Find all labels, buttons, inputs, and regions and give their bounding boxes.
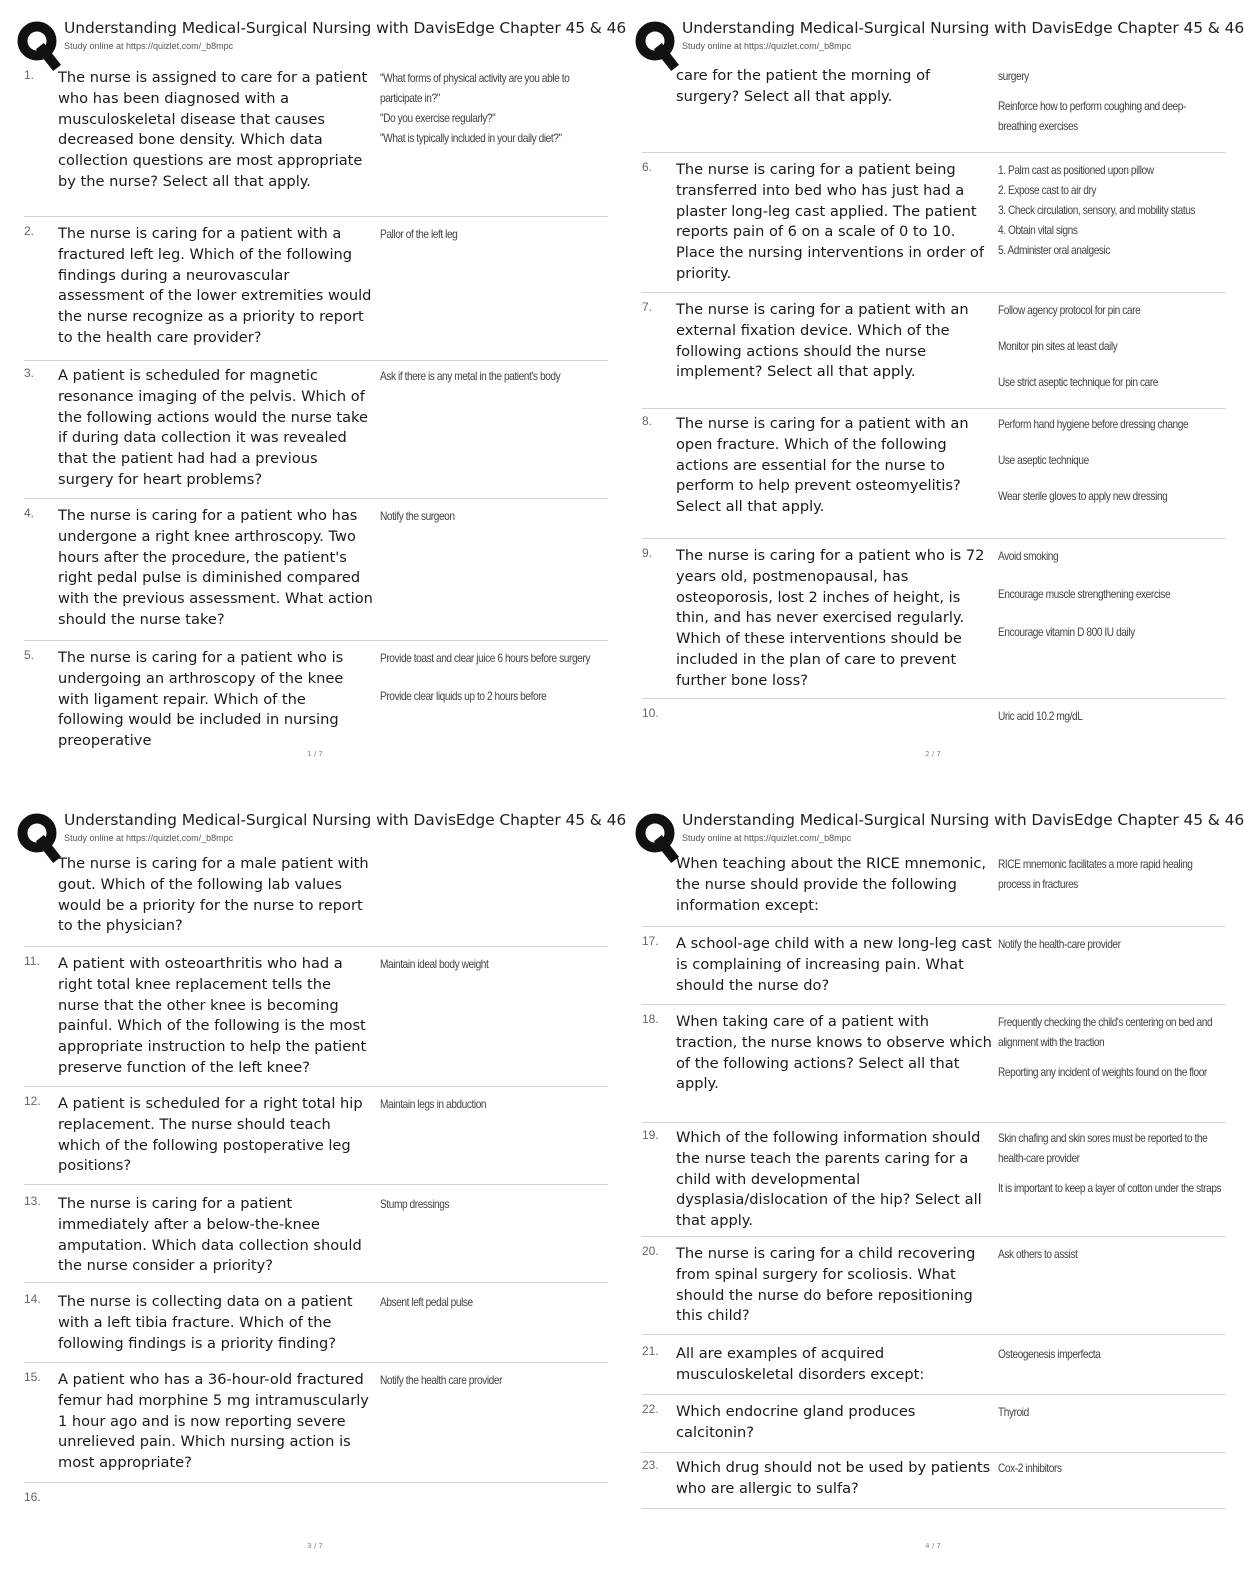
- card-answer: Ask if there is any metal in the patient's body: [380, 369, 561, 383]
- card-answers: [998, 414, 1228, 506]
- card-answer: Follow agency protocol for pin care: [998, 303, 1141, 317]
- card-question: When taking care of a patient with traction, the nurse knows to observe which of the following actions? Select all that apply.: [676, 1013, 992, 1093]
- card-answer: Reporting any incident of weights found on the floor: [998, 1065, 1207, 1079]
- card-answer: 3. Check circulation, sensory, and mobility status: [998, 203, 1196, 217]
- card-number: 20.: [642, 1244, 659, 1258]
- card-row: [642, 1128, 1226, 1237]
- page-1: [16, 14, 627, 784]
- card-answers: [380, 954, 610, 974]
- card-answer: Cox-2 inhibitors: [998, 1461, 1062, 1475]
- card-answers: [998, 1344, 1228, 1364]
- card-answer: 1. Palm cast as positioned upon pillow: [998, 163, 1154, 177]
- card-question: A patient is scheduled for magnetic resonance imaging of the pelvis. Which of the following actions would the nurse take if during data collection it was revealed that the patient had had a previous surgery for heart problems?: [58, 367, 368, 488]
- doc-subtitle: Study online at https://quizlet.com/_b8mpc: [682, 833, 852, 843]
- page-header: [16, 806, 627, 854]
- card-row: [642, 1012, 1226, 1123]
- card-row: [642, 66, 1226, 153]
- card-number: 12.: [24, 1094, 41, 1108]
- card-answers: [998, 300, 1228, 392]
- card-answer: Notify the surgeon: [380, 509, 455, 523]
- quizlet-logo-icon: [16, 812, 62, 858]
- card-question: care for the patient the morning of surgery? Select all that apply.: [676, 67, 931, 105]
- card-row: [642, 1402, 1226, 1453]
- card-answer: Pallor of the left leg: [380, 227, 458, 241]
- card-number: 3.: [24, 366, 35, 380]
- card-row: [24, 68, 608, 217]
- card-row: [642, 854, 1226, 927]
- card-question: When teaching about the RICE mnemonic, the nurse should provide the following information except:: [676, 855, 987, 914]
- quizlet-logo-icon: [634, 20, 680, 66]
- card-answer: Uric acid 10.2 mg/dL: [998, 709, 1083, 723]
- card-answer: Wear sterile gloves to apply new dressing: [998, 489, 1168, 503]
- card-answer: surgery: [998, 69, 1029, 83]
- card-answer: Avoid smoking: [998, 549, 1059, 563]
- card-answers: [998, 66, 1228, 136]
- card-answers: [998, 1128, 1228, 1198]
- card-answer: Thyroid: [998, 1405, 1029, 1419]
- card-answer: "What forms of physical activity are you able to participate in?": [380, 71, 570, 105]
- card-answer: Osteogenesis imperfecta: [998, 1347, 1101, 1361]
- card-question: The nurse is caring for a patient who is 72 years old, postmenopausal, has osteoporosis, lost 2 inches of height, is thin, and has never exercised regularly. Which of these interventions should be included in the plan of care to prevent further bone loss?: [676, 547, 985, 689]
- card-answers: [380, 366, 610, 386]
- card-answer: Ask others to assist: [998, 1247, 1078, 1261]
- card-number: 2.: [24, 224, 35, 238]
- page-footer: 4 / 7: [925, 1542, 941, 1550]
- card-question: A patient with osteoarthritis who had a right total knee replacement tells the nurse that the other knee is becoming painful. Which of the following is the most appropriate instruction to help the patient preserve function of the left knee?: [58, 955, 367, 1076]
- doc-subtitle: Study online at https://quizlet.com/_b8mpc: [682, 41, 852, 51]
- card-answers: [380, 506, 610, 526]
- card-answers: [998, 934, 1228, 954]
- card-answers: [998, 1012, 1228, 1082]
- card-answers: [380, 1370, 610, 1390]
- card-answer: Maintain legs in abduction: [380, 1097, 487, 1111]
- card-answer: Frequently checking the child's centering on bed and alignment with the traction: [998, 1015, 1213, 1049]
- card-question: Which drug should not be used by patients who are allergic to sulfa?: [676, 1459, 991, 1497]
- card-number: 23.: [642, 1458, 659, 1472]
- card-answers: [380, 224, 610, 244]
- card-question: The nurse is caring for a patient being transferred into bed who has just had a plaster long-leg cast applied. The patient reports pain of 6 on a scale of 0 to 10. Place the nursing interventions in order of priority.: [676, 161, 984, 282]
- card-answer: "What is typically included in your daily diet?": [380, 131, 562, 145]
- card-question: The nurse is caring for a patient immediately after a below-the-knee amputation. Which data collection should the nurse consider a priority?: [58, 1195, 362, 1275]
- card-question: A patient is scheduled for a right total hip replacement. The nurse should teach which of the following postoperative leg positions?: [58, 1095, 363, 1175]
- page-4: [634, 806, 1244, 1576]
- card-row: [24, 648, 608, 750]
- card-row: [642, 1458, 1226, 1509]
- card-question: All are examples of acquired musculoskeletal disorders except:: [676, 1345, 925, 1383]
- card-question: The nurse is caring for a male patient with gout. Which of the following lab values would be a priority for the nurse to report to the physician?: [58, 855, 369, 935]
- card-number: 13.: [24, 1194, 41, 1208]
- card-answers: [998, 160, 1228, 260]
- card-row: [642, 1344, 1226, 1395]
- card-answers: [998, 1244, 1228, 1264]
- card-answer: 5. Administer oral analgesic: [998, 243, 1111, 257]
- card-number: 15.: [24, 1370, 41, 1384]
- card-question: The nurse is caring for a patient with a fractured left leg. Which of the following findings during a neurovascular assessment of the lower extremities would the nurse recognize as a priority to report to the health care provider?: [58, 225, 372, 346]
- card-row: [24, 366, 608, 499]
- card-row: [24, 1292, 608, 1363]
- page-2: [634, 14, 1244, 784]
- card-answer: Provide toast and clear juice 6 hours before surgery: [380, 651, 590, 665]
- card-answer: Notify the health-care provider: [998, 937, 1121, 951]
- card-question: The nurse is caring for a child recovering from spinal surgery for scoliosis. What should the nurse do before repositioning this child?: [676, 1245, 976, 1325]
- card-question: The nurse is collecting data on a patient with a left tibia fracture. Which of the following findings is a priority finding?: [58, 1293, 353, 1352]
- card-answers: [998, 706, 1228, 726]
- card-row: [24, 1094, 608, 1185]
- card-number: 11.: [24, 954, 40, 968]
- card-answer: Stump dressings: [380, 1197, 450, 1211]
- card-row: [24, 506, 608, 641]
- card-number: 10.: [642, 706, 659, 720]
- card-row: [642, 1244, 1226, 1335]
- card-answer: Perform hand hygiene before dressing change: [998, 417, 1189, 431]
- page-header: [634, 14, 1244, 62]
- card-number: 18.: [642, 1012, 659, 1026]
- card-number: 22.: [642, 1402, 659, 1416]
- card-number: 8.: [642, 414, 653, 428]
- card-answers: [380, 1194, 610, 1214]
- card-answers: [380, 648, 610, 706]
- card-question: A patient who has a 36-hour-old fractured femur had morphine 5 mg intramuscularly 1 hour ago and is now reporting severe unrelieved pain. Which nursing action is most appropriate?: [58, 1371, 369, 1472]
- card-question: The nurse is assigned to care for a patient who has been diagnosed with a musculoskeletal disease that causes decreased bone density. Which data collection questions are most appropriate by the nurse? Select all that apply.: [58, 69, 368, 190]
- card-row: [24, 954, 608, 1087]
- page-footer: 3 / 7: [307, 1542, 323, 1550]
- page-header: [16, 14, 627, 62]
- card-row: [642, 160, 1226, 293]
- page-3: [16, 806, 627, 1576]
- card-row: [642, 706, 1226, 740]
- card-answers: [998, 1402, 1228, 1422]
- card-row: [24, 854, 608, 947]
- doc-subtitle: Study online at https://quizlet.com/_b8mpc: [64, 41, 234, 51]
- card-answer: Notify the health care provider: [380, 1373, 503, 1387]
- card-row: [24, 1194, 608, 1283]
- doc-subtitle: Study online at https://quizlet.com/_b8mpc: [64, 833, 234, 843]
- page-header: [634, 806, 1244, 854]
- card-answers: [998, 546, 1228, 642]
- card-answers: [380, 68, 610, 148]
- card-question: The nurse is caring for a patient with an open fracture. Which of the following actions are essential for the nurse to perform to help prevent osteomyelitis? Select all that apply.: [676, 415, 969, 516]
- card-answer: It is important to keep a layer of cotton under the straps: [998, 1181, 1222, 1195]
- card-number: 7.: [642, 300, 653, 314]
- card-answer: Skin chafing and skin sores must be reported to the health-care provider: [998, 1131, 1208, 1165]
- card-row: [24, 1490, 608, 1520]
- card-number: 5.: [24, 648, 35, 662]
- doc-title: Understanding Medical-Surgical Nursing with DavisEdge Chapter 45 & 46: [64, 19, 627, 37]
- card-number: 4.: [24, 506, 35, 520]
- card-number: 19.: [642, 1128, 659, 1142]
- card-row: [24, 1370, 608, 1483]
- card-answer: Encourage muscle strengthening exercise: [998, 587, 1171, 601]
- card-number: 9.: [642, 546, 653, 560]
- card-number: 6.: [642, 160, 653, 174]
- card-number: 14.: [24, 1292, 41, 1306]
- card-answer: Absent left pedal pulse: [380, 1295, 473, 1309]
- card-answers: [998, 1458, 1228, 1478]
- card-number: 1.: [24, 68, 35, 82]
- card-row: [642, 414, 1226, 539]
- card-question: Which of the following information should the nurse teach the parents caring for a child with developmental dysplasia/dislocation of the hip? Select all that apply.: [676, 1129, 982, 1230]
- card-answer: "Do you exercise regularly?": [380, 111, 496, 125]
- card-answers: [380, 1094, 610, 1114]
- card-answer: Use strict aseptic technique for pin care: [998, 375, 1159, 389]
- quizlet-logo-icon: [16, 20, 62, 66]
- card-row: [24, 224, 608, 361]
- card-number: 21.: [642, 1344, 659, 1358]
- card-question: The nurse is caring for a patient who is undergoing an arthroscopy of the knee with ligament repair. Which of the following would be included in nursing preoperative: [58, 649, 344, 750]
- card-answer: RICE mnemonic facilitates a more rapid healing process in fractures: [998, 857, 1193, 891]
- card-number: 16.: [24, 1490, 41, 1504]
- doc-title: Understanding Medical-Surgical Nursing with DavisEdge Chapter 45 & 46: [64, 811, 627, 829]
- card-answer: Monitor pin sites at least daily: [998, 339, 1118, 353]
- quizlet-logo-icon: [634, 812, 680, 858]
- card-question: The nurse is caring for a patient with an external fixation device. Which of the following actions should the nurse implement? Select all that apply.: [676, 301, 969, 381]
- card-answers: [998, 854, 1228, 894]
- doc-title: Understanding Medical-Surgical Nursing with DavisEdge Chapter 45 & 46: [682, 19, 1244, 37]
- card-answer: Provide clear liquids up to 2 hours before: [380, 689, 547, 703]
- card-answer: Encourage vitamin D 800 IU daily: [998, 625, 1135, 639]
- page-footer: 2 / 7: [925, 750, 941, 758]
- page-footer: 1 / 7: [307, 750, 323, 758]
- card-row: [642, 934, 1226, 1005]
- card-row: [642, 546, 1226, 699]
- card-row: [642, 300, 1226, 409]
- card-answer: Use aseptic technique: [998, 453, 1089, 467]
- card-answer: Maintain ideal body weight: [380, 957, 489, 971]
- card-question: Which endocrine gland produces calcitonin?: [676, 1403, 916, 1441]
- card-question: A school-age child with a new long-leg cast is complaining of increasing pain. What should the nurse do?: [676, 935, 992, 994]
- card-answer: 2. Expose cast to air dry: [998, 183, 1097, 197]
- card-number: 17.: [642, 934, 659, 948]
- card-question: The nurse is caring for a patient who has undergone a right knee arthroscopy. Two hours after the procedure, the patient's right pedal pulse is diminished compared with the previous assessment. What action should the nurse take?: [58, 507, 373, 628]
- card-answer: Reinforce how to perform coughing and deep-breathing exercises: [998, 99, 1186, 133]
- doc-title: Understanding Medical-Surgical Nursing with DavisEdge Chapter 45 & 46: [682, 811, 1244, 829]
- card-answer: 4. Obtain vital signs: [998, 223, 1078, 237]
- card-answers: [380, 1292, 610, 1312]
